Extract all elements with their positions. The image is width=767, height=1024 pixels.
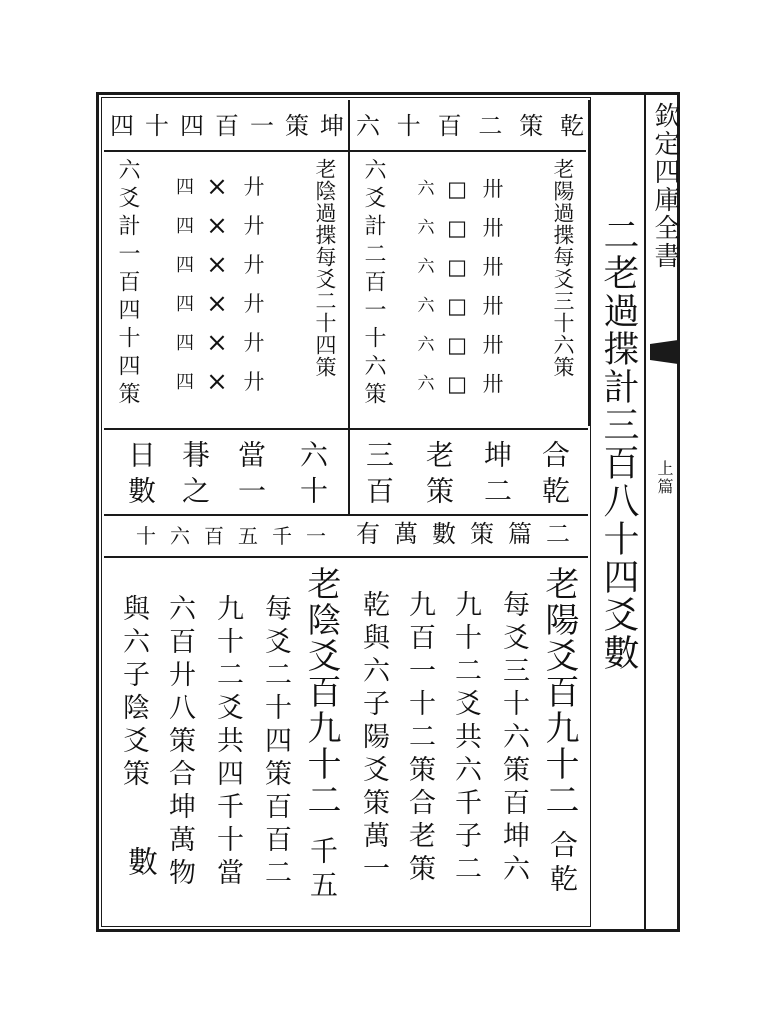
- kun-grid: [170, 168, 274, 402]
- body-col-6-head: 老陰爻百九十二: [301, 566, 341, 818]
- summary-col-8: 日數: [124, 440, 157, 512]
- margin-divider: [644, 92, 646, 932]
- body-col-1-tail: 合乾: [546, 830, 579, 898]
- kun-header-rule: [104, 150, 348, 152]
- summary-col-4: 三百: [362, 440, 395, 512]
- qian-header: 乾 策 二 百 十 六: [356, 112, 584, 140]
- summary-col-1: 合乾: [538, 440, 571, 512]
- qian-right-rule: [588, 100, 590, 426]
- body-col-5: 乾與六子陽爻策萬一: [358, 590, 389, 887]
- qian-header-rule: [350, 150, 586, 152]
- summary-col-5: 六十: [296, 440, 329, 512]
- body-col-1-head: 老陽爻百九十二: [539, 566, 579, 818]
- body-col-2: 每爻三十六策百坤六: [498, 590, 529, 887]
- qian-six-column: 六 六 六 六 六 六: [417, 179, 435, 394]
- qian-total: 六爻計二百一十六策: [361, 158, 386, 410]
- body-col-4: 九百一十二策合老策: [404, 590, 435, 887]
- tables-bottom-rule: [104, 428, 588, 430]
- summary-col-6: 當一: [234, 440, 267, 512]
- bottom-line-right: 二篇策數萬有: [356, 520, 584, 548]
- body-col-3: 九十二爻共六千子二: [450, 590, 481, 887]
- section-title: 二老過揲計三百八十四爻數: [598, 216, 639, 672]
- body-col-6-tail: 千五: [306, 836, 339, 904]
- qian-note: 老陽過揲每爻三十六策: [551, 158, 575, 378]
- body-col-9: 六百廾八策合坤萬物: [164, 594, 195, 891]
- kun-symbol-column: 廾 廾 廾 廾 廾 廾: [243, 175, 265, 394]
- qian-square-column: □ □ □ □ □ □: [447, 177, 467, 396]
- body-col-10: 與六子陰爻策: [118, 594, 149, 792]
- kun-note: 老陰過揲每爻二十四策: [313, 158, 337, 378]
- margin-book-title: 欽定四庫全書: [650, 102, 680, 270]
- summary-col-7: 朞之: [178, 440, 211, 512]
- body-col-10-tail: 數: [122, 846, 157, 878]
- body-col-8: 九十二爻共四千十當: [212, 594, 243, 891]
- body-top-rule: [104, 556, 588, 558]
- summary-bottom-rule: [104, 514, 588, 516]
- kun-cross-column: × × × × × ×: [206, 172, 228, 397]
- kun-header: 坤 策 一 百 四 十 四: [110, 112, 344, 140]
- kun-total: 六爻計一百四十四策: [115, 158, 140, 410]
- kun-four-column: 四 四 四 四 四 四: [176, 177, 194, 393]
- body-col-7: 每爻二十四策百百二: [260, 594, 291, 891]
- margin-volume: 上篇: [655, 460, 674, 496]
- fishtail-mark-icon: [650, 340, 678, 364]
- summary-col-2: 坤二: [480, 440, 513, 512]
- qian-symbol-column: 卅 卅 卅 卅 卅 卅: [482, 177, 504, 396]
- bottom-line-left: 一千五百六十: [136, 524, 340, 548]
- summary-col-3: 老策: [422, 440, 455, 512]
- qian-grid: [412, 170, 512, 404]
- summary-center-rule: [348, 430, 350, 514]
- table-center-rule: [348, 100, 350, 430]
